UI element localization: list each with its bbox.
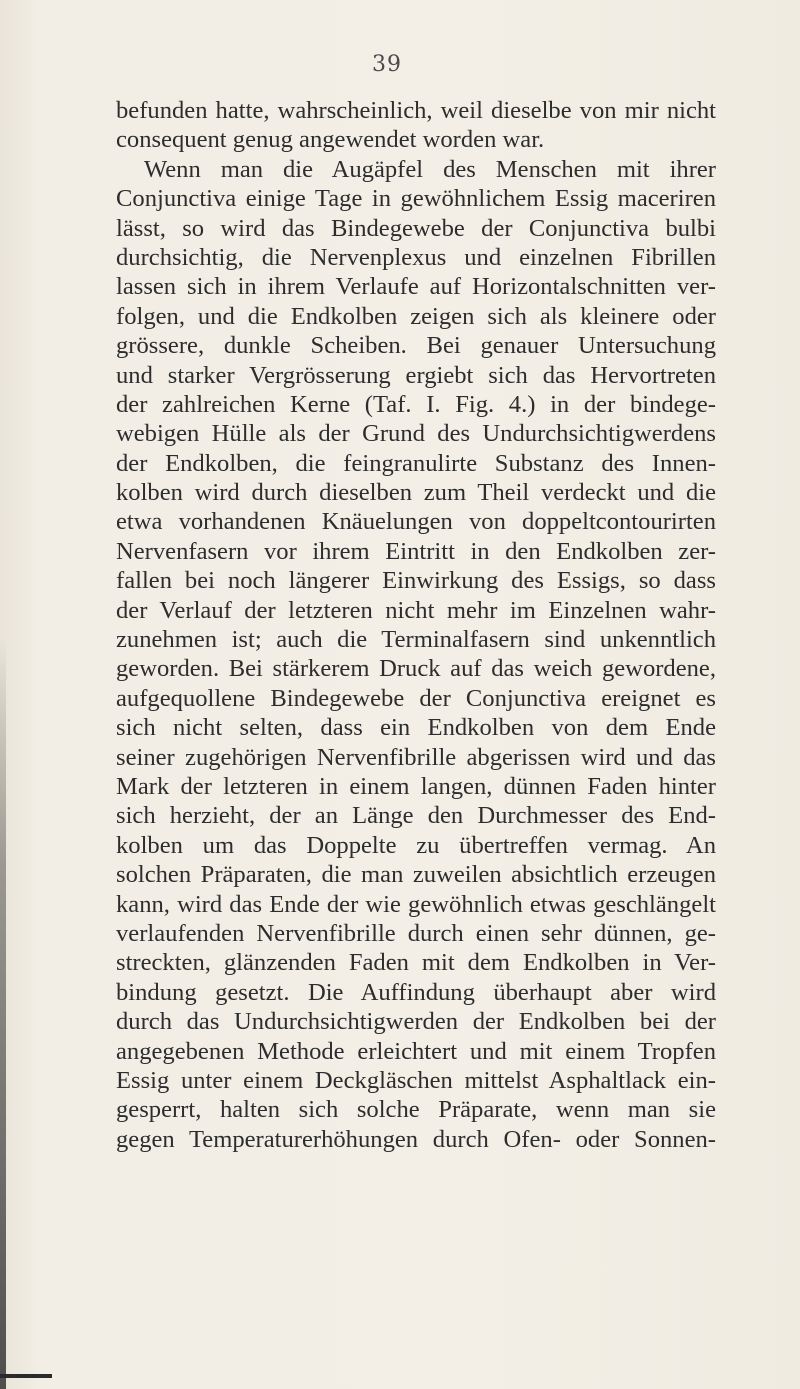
text-line: lässt, so wird das Bindegewebe der Conjunctiva bulbi (116, 214, 716, 242)
text-line: geworden. Bei stärkerem Druck auf das weich gewordene, (116, 655, 716, 683)
text-line: streckten, glänzenden Faden mit dem Endkolben in Ver- (116, 949, 716, 977)
text-line: verlaufenden Nervenfibrille durch einen sehr dünnen, ge- (116, 919, 716, 947)
text-line: etwa vorhandenen Knäuelungen von doppeltcontourirten (116, 508, 716, 536)
text-line: Wenn man die Augäpfel des Menschen mit ihrer (144, 155, 716, 183)
text-line: Nervenfasern vor ihrem Eintritt in den Endkolben zer- (116, 537, 716, 565)
text-line: befunden hatte, wahrscheinlich, weil dieselbe von mir nicht (116, 97, 716, 124)
text-line: bindung gesetzt. Die Auffindung überhaupt aber wird (116, 978, 716, 1006)
text-line: webigen Hülle als der Grund des Undurchsichtigwerdens (116, 420, 716, 448)
text-line: folgen, und die Endkolben zeigen sich als kleinere oder (116, 302, 716, 330)
text-line: solchen Präparaten, die man zuweilen absichtlich erzeugen (116, 861, 716, 889)
text-line: Essig unter einem Deckgläschen mittelst Asphaltlack ein- (116, 1066, 716, 1094)
text-line: aufgequollene Bindegewebe der Conjunctiva ereignet es (116, 684, 716, 712)
text-line: kann, wird das Ende der wie gewöhnlich etwas geschlängelt (116, 890, 716, 918)
text-line: sich nicht selten, dass ein Endkolben von dem Ende (116, 714, 716, 742)
text-line: kolben um das Doppelte zu übertreffen vermag. An (116, 831, 716, 859)
binding-mark (0, 1374, 52, 1378)
text-line: kolben wird durch dieselben zum Theil verdeckt und die (116, 479, 716, 507)
text-line: zunehmen ist; auch die Terminalfasern sind unkenntlich (116, 626, 716, 654)
text-line: sich herzieht, der an Länge den Durchmesser des End- (116, 802, 716, 830)
text-line: der Verlauf der letzteren nicht mehr im Einzelnen wahr- (116, 596, 716, 624)
text-line: und starker Vergrösserung ergiebt sich das Hervortreten (116, 361, 716, 389)
text-line: durch das Undurchsichtigwerden der Endkolben bei der (116, 1008, 716, 1036)
text-line: Conjunctiva einige Tage in gewöhnlichem Essig maceriren (116, 185, 716, 213)
text-line: durchsichtig, die Nervenplexus und einzelnen Fibrillen (116, 243, 716, 271)
text-line: gegen Temperaturerhöhungen durch Ofen- oder Sonnen- (116, 1125, 716, 1153)
binding-shadow (0, 640, 6, 1389)
text-line: gesperrt, halten sich solche Präparate, wenn man sie (116, 1096, 716, 1124)
text-line: Mark der letzteren in einem langen, dünnen Faden hinter (116, 772, 716, 800)
text-line: fallen bei noch längerer Einwirkung des Essigs, so dass (116, 567, 716, 595)
text-line: lassen sich in ihrem Verlaufe auf Horizontalschnitten ver- (116, 273, 716, 301)
text-line: der zahlreichen Kerne (Taf. I. Fig. 4.) in der bindege- (116, 390, 716, 418)
text-line: seiner zugehörigen Nervenfibrille abgerissen wird und das (116, 743, 716, 771)
body-text (116, 96, 716, 1154)
text-line: grössere, dunkle Scheiben. Bei genauer Untersuchung (116, 332, 716, 360)
text-line: consequent genug angewendet worden war. (116, 126, 545, 154)
text-line: der Endkolben, die feingranulirte Substanz des Innen- (116, 449, 716, 477)
page-number: 39 (372, 52, 402, 77)
text-line: angegebenen Methode erleichtert und mit einem Tropfen (116, 1037, 716, 1065)
